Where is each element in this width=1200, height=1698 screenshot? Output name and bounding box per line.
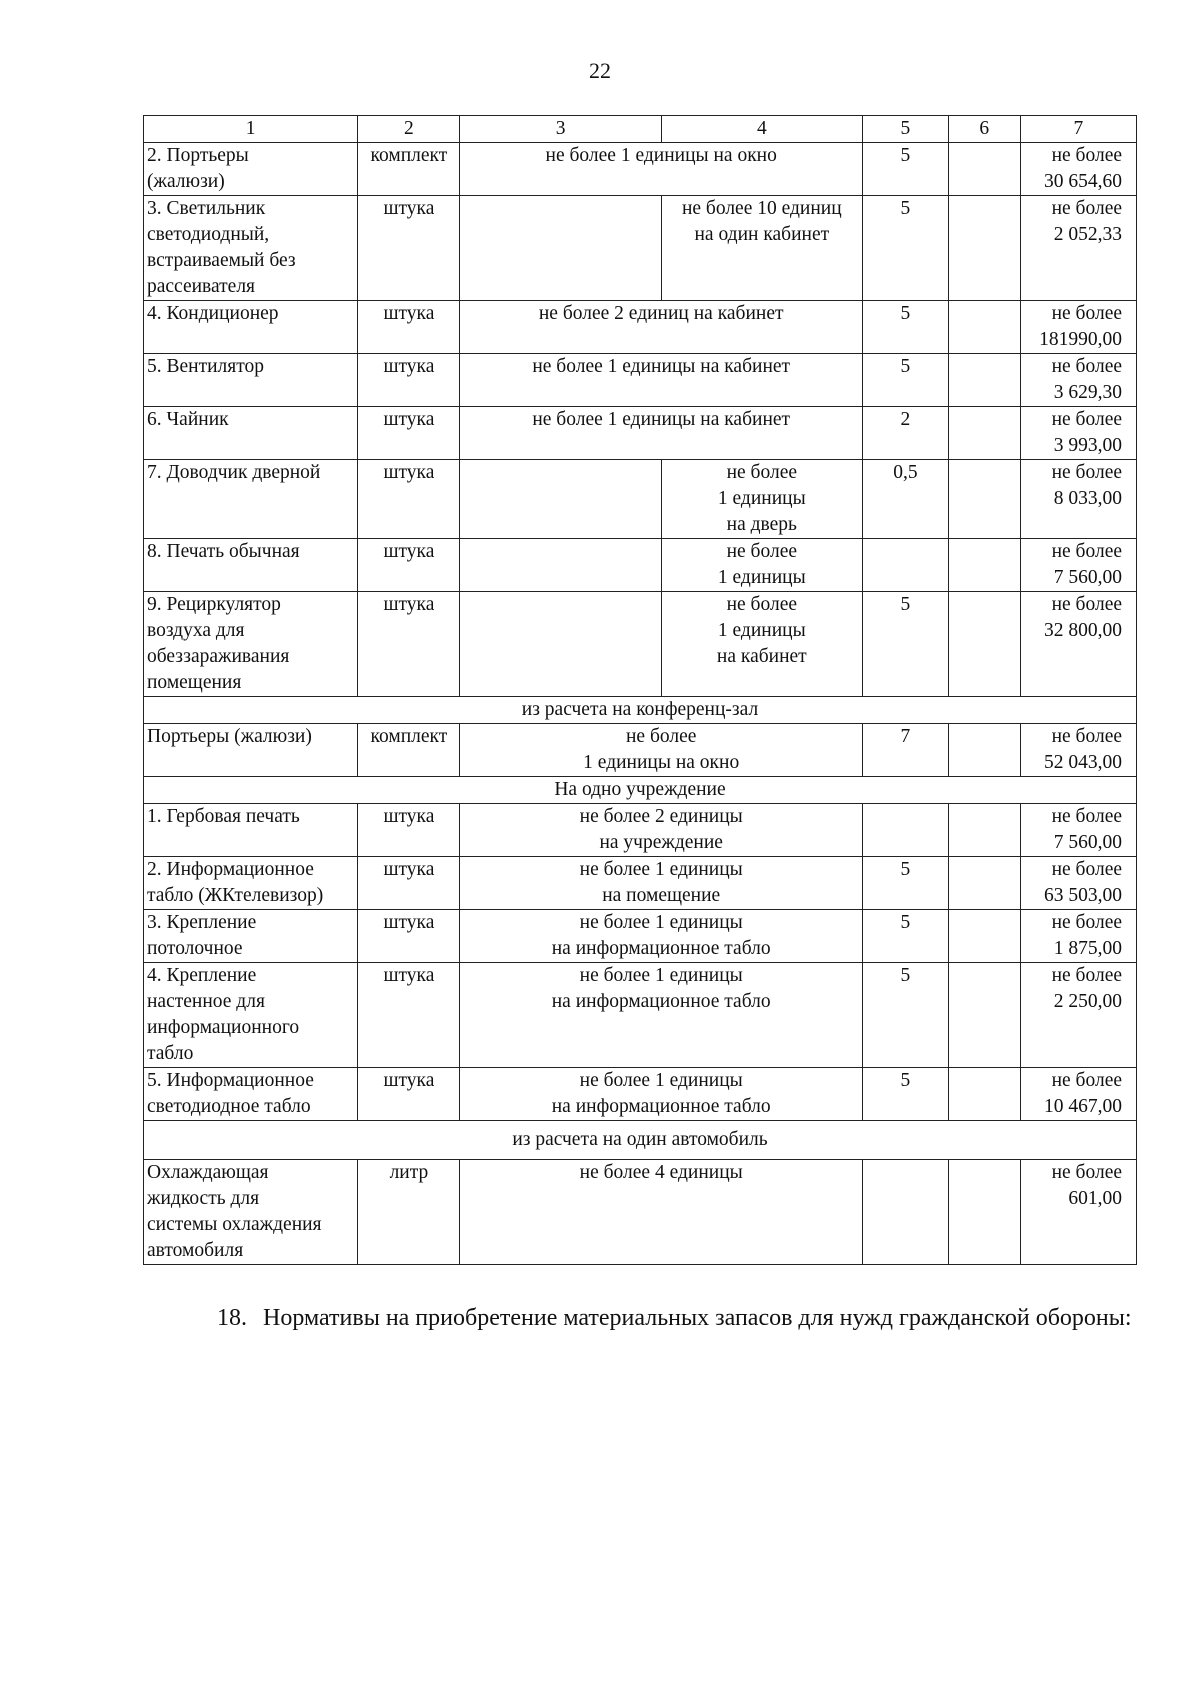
item-name-cell: 2. Портьеры (жалюзи): [144, 143, 358, 196]
service-years-cell: 2: [862, 407, 948, 460]
car-items-group: [144, 1160, 1137, 1265]
table-row: [144, 910, 1137, 963]
unit-cell: комплект: [358, 143, 460, 196]
service-years-cell: [862, 1160, 948, 1265]
item-name-cell: 1. Гербовая печать: [144, 804, 358, 857]
service-years-cell: 5: [862, 592, 948, 697]
section-row: [144, 1121, 1137, 1160]
service-years-cell: 0,5: [862, 460, 948, 539]
norm-empty-cell: [460, 460, 661, 539]
service-years-cell: 5: [862, 196, 948, 301]
table-row: [144, 963, 1137, 1068]
price-cell: не более 10 467,00: [1020, 1068, 1136, 1121]
service-years-cell: 5: [862, 1068, 948, 1121]
unit-cell: штука: [358, 592, 460, 697]
unit-cell: штука: [358, 354, 460, 407]
unit-cell: штука: [358, 804, 460, 857]
column-number: 6: [948, 116, 1020, 143]
norm-cell: не более 1 единицы на кабинет: [661, 592, 862, 697]
price-cell: не более 3 993,00: [1020, 407, 1136, 460]
price-cell: не более 32 800,00: [1020, 592, 1136, 697]
column-number: 1: [144, 116, 358, 143]
section-heading: из расчета на один автомобиль: [144, 1121, 1137, 1160]
price-cell: не более 2 250,00: [1020, 963, 1136, 1068]
office-items-group: [144, 143, 1137, 697]
price-cell: не более 7 560,00: [1020, 539, 1136, 592]
unit-cell: штука: [358, 910, 460, 963]
column-6-cell: [948, 196, 1020, 301]
column-6-cell: [948, 1068, 1020, 1121]
norm-cell: не более 1 единицы: [661, 539, 862, 592]
norm-cell: не более 10 единиц на один кабинет: [661, 196, 862, 301]
table-row: [144, 460, 1137, 539]
table-row: [144, 804, 1137, 857]
service-years-cell: 5: [862, 301, 948, 354]
conference-items-group: [144, 724, 1137, 777]
unit-cell: штука: [358, 963, 460, 1068]
item-name-cell: 8. Печать обычная: [144, 539, 358, 592]
table-row: [144, 301, 1137, 354]
unit-cell: штука: [358, 407, 460, 460]
item-name-cell: Портьеры (жалюзи): [144, 724, 358, 777]
service-years-cell: 7: [862, 724, 948, 777]
item-name-cell: 7. Доводчик дверной: [144, 460, 358, 539]
item-name-cell: 6. Чайник: [144, 407, 358, 460]
norm-cell: не более 1 единицы на кабинет: [460, 354, 862, 407]
table-row: [144, 1068, 1137, 1121]
column-6-cell: [948, 143, 1020, 196]
service-years-cell: 5: [862, 963, 948, 1068]
table-row: [144, 1160, 1137, 1265]
item-name-cell: 5. Вентилятор: [144, 354, 358, 407]
column-6-cell: [948, 354, 1020, 407]
price-cell: не более 63 503,00: [1020, 857, 1136, 910]
norm-empty-cell: [460, 539, 661, 592]
unit-cell: штука: [358, 460, 460, 539]
item-name-cell: 4. Кондиционер: [144, 301, 358, 354]
column-6-cell: [948, 539, 1020, 592]
unit-cell: штука: [358, 196, 460, 301]
norm-cell: не более 4 единицы: [460, 1160, 862, 1265]
service-years-cell: [862, 804, 948, 857]
section-heading: На одно учреждение: [144, 777, 1137, 804]
column-number: 5: [862, 116, 948, 143]
service-years-cell: 5: [862, 354, 948, 407]
price-cell: не более 8 033,00: [1020, 460, 1136, 539]
unit-cell: штука: [358, 857, 460, 910]
unit-cell: штука: [358, 1068, 460, 1121]
unit-cell: штука: [358, 539, 460, 592]
column-6-cell: [948, 804, 1020, 857]
service-years-cell: 5: [862, 857, 948, 910]
section-row: [144, 697, 1137, 724]
norm-cell: не более 1 единицы на дверь: [661, 460, 862, 539]
norm-cell: не более 1 единицы на кабинет: [460, 407, 862, 460]
service-years-cell: 5: [862, 143, 948, 196]
column-6-cell: [948, 910, 1020, 963]
column-number: 2: [358, 116, 460, 143]
price-cell: не более 52 043,00: [1020, 724, 1136, 777]
norm-cell: не более 1 единицы на информационное табло: [460, 963, 862, 1068]
item-name-cell: Охлаждающая жидкость для системы охлаждения автомобиля: [144, 1160, 358, 1265]
norm-cell: не более 1 единицы на помещение: [460, 857, 862, 910]
price-cell: не более 601,00: [1020, 1160, 1136, 1265]
column-6-cell: [948, 724, 1020, 777]
column-6-cell: [948, 1160, 1020, 1265]
column-6-cell: [948, 407, 1020, 460]
item-name-cell: 4. Крепление настенное для информационного табло: [144, 963, 358, 1068]
norm-empty-cell: [460, 592, 661, 697]
item-name-cell: 2. Информационное табло (ЖКтелевизор): [144, 857, 358, 910]
price-cell: не более 7 560,00: [1020, 804, 1136, 857]
table-row: [144, 143, 1137, 196]
norm-cell: не более 1 единицы на окно: [460, 143, 862, 196]
table-row: [144, 539, 1137, 592]
column-6-cell: [948, 460, 1020, 539]
table-row: [144, 857, 1137, 910]
table-row: [144, 724, 1137, 777]
table-row: [144, 354, 1137, 407]
column-6-cell: [948, 301, 1020, 354]
item-name-cell: 5. Информационное светодиодное табло: [144, 1068, 358, 1121]
unit-cell: литр: [358, 1160, 460, 1265]
item-name-cell: 3. Светильник светодиодный, встраиваемый без рассеивателя: [144, 196, 358, 301]
table-row: [144, 407, 1137, 460]
service-years-cell: [862, 539, 948, 592]
norm-cell: не более 1 единицы на информационное табло: [460, 910, 862, 963]
item-name-cell: 3. Крепление потолочное: [144, 910, 358, 963]
price-cell: не более 1 875,00: [1020, 910, 1136, 963]
service-years-cell: 5: [862, 910, 948, 963]
item-name-cell: 9. Рециркулятор воздуха для обеззараживания помещения: [144, 592, 358, 697]
unit-cell: комплект: [358, 724, 460, 777]
paragraph-18: [143, 1302, 1137, 1335]
norm-cell: не более 1 единицы на информационное табло: [460, 1068, 862, 1121]
page-number: 22: [589, 58, 611, 83]
price-cell: не более 30 654,60: [1020, 143, 1136, 196]
institution-items-group: [144, 804, 1137, 1121]
section-row: [144, 777, 1137, 804]
column-number: 7: [1020, 116, 1136, 143]
norms-table: [143, 115, 1137, 1265]
column-6-cell: [948, 963, 1020, 1068]
table-row: [144, 592, 1137, 697]
price-cell: не более 181990,00: [1020, 301, 1136, 354]
paragraph-number: 18.: [217, 1305, 247, 1331]
paragraph-text: Нормативы на приобретение материальных запасов для нужд гражданской обороны:: [263, 1305, 1132, 1331]
norm-cell: не более 2 единиц на кабинет: [460, 301, 862, 354]
price-cell: не более 3 629,30: [1020, 354, 1136, 407]
unit-cell: штука: [358, 301, 460, 354]
column-number: 4: [661, 116, 862, 143]
column-number-row: [144, 116, 1137, 143]
price-cell: не более 2 052,33: [1020, 196, 1136, 301]
column-6-cell: [948, 592, 1020, 697]
norm-cell: не более 2 единицы на учреждение: [460, 804, 862, 857]
section-heading: из расчета на конференц-зал: [144, 697, 1137, 724]
norm-empty-cell: [460, 196, 661, 301]
column-number: 3: [460, 116, 661, 143]
column-6-cell: [948, 857, 1020, 910]
table-row: [144, 196, 1137, 301]
norm-cell: не более 1 единицы на окно: [460, 724, 862, 777]
